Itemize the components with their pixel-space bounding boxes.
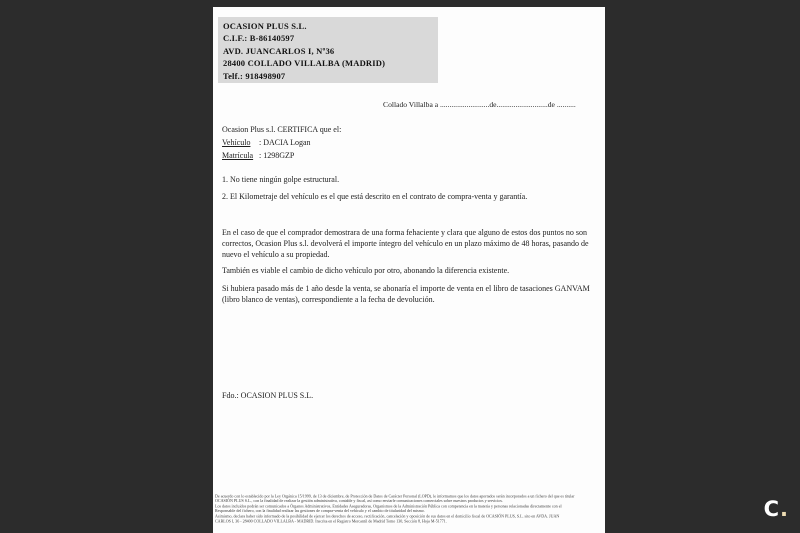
certificate-document [213,7,605,533]
numbered-point-2: 2. El Kilometraje del vehículo es el que está descrito en el contrato de compra-venta y garantía. [222,192,528,201]
company-city: 28400 COLLADO VILLALBA (MADRID) [223,58,386,69]
numbered-point-1: 1. No tiene ningún golpe estructural. [222,175,340,184]
watermark-letter: C [763,497,781,521]
company-header-box [218,17,438,83]
vehicle-field [222,136,341,149]
company-cif: C.I.F.: B-86140597 [223,33,295,44]
plate-field [222,149,341,162]
vehicle-label: Vehículo [222,138,251,147]
company-address: AVD. JUANCARLOS I, Nº36 [223,45,335,56]
plate-label: Matrícula [222,151,254,160]
vehicle-value: : DACIA Logan [259,138,311,147]
plate-value: : 1298GZP [259,151,295,160]
legal-line: CARLOS I, 36 - 28400 COLLADO VILLALBA - MADRID. Inscrita en el Registro Mercantil de Madrid Tomo 130, Sección 8, Hoja M-51771. [215,518,447,524]
legal-disclaimer-block [215,494,599,524]
company-name: OCASION PLUS S.L. [223,21,307,31]
paragraph-ganvam-valuation: Si hubiera pasado más de 1 año desde la venta, se abonaría el importe de venta en el libro de tasaciones GANVAM (libro blanco de ventas), correspondiente a la fecha de devolución. [222,284,590,305]
signature-line: Fdo.: OCASION PLUS S.L. [222,391,314,400]
coches-net-watermark-logo [764,497,789,521]
legal-line: Responsable del fichero, con la finalidad realizar las gestiones de compra-venta del vehículo y el cambio de titularidad del mismo. [215,508,425,514]
company-phone: Telf.: 918498907 [223,70,286,81]
paragraph-exchange-option: También es viable el cambio de dicho vehículo por otro, abonando la diferencia existente. [222,266,510,275]
watermark-dot: . [780,497,789,521]
legal-line: OCASIÓN PLUS S.L., con la finalidad de realizar la gestión administrativa, contable y fiscal, así como enviarle comunicaciones comerciales sobre nuestros productos y servicios. [215,498,503,504]
certification-block [222,123,341,162]
legal-line: Los datos incluidos podrán ser comunicados a Órganos Administrativos, Entidades Aseguradoras, Organismos de la Administración Pública con competencia en la materia y personas relacionadas directamente con el [215,503,562,509]
paragraph-refund-terms: En el caso de que el comprador demostrara de una forma fehaciente y clara que alguno de estos dos puntos no son correctos, Ocasion Plus s.l. devolverá el importe íntegro del vehículo en un plazo máximo de 48 horas, pasando de nuevo el vehículo a su propiedad. [222,228,589,260]
legal-line: De acuerdo con lo establecido por la Ley Orgánica 15/1999, de 13 de diciembre, de Protección de Datos de Carácter Personal (LOPD), le informamos que los datos aportados serán incorporados a un fichero del que es titular [215,494,575,499]
certify-statement: Ocasion Plus s.l. CERTIFICA que el: [222,125,342,134]
legal-line: Asimismo, declara haber sido informado de la posibilidad de ejercer los derechos de acceso, rectificación, cancelación y oposición de sus datos en el domicilio fiscal de OCASIÓN PLUS, S.L. sito en AVDA. JUAN [215,513,560,519]
date-fill-in-line: Collado Villalba a ..........................de...........................de .......... [383,100,576,109]
